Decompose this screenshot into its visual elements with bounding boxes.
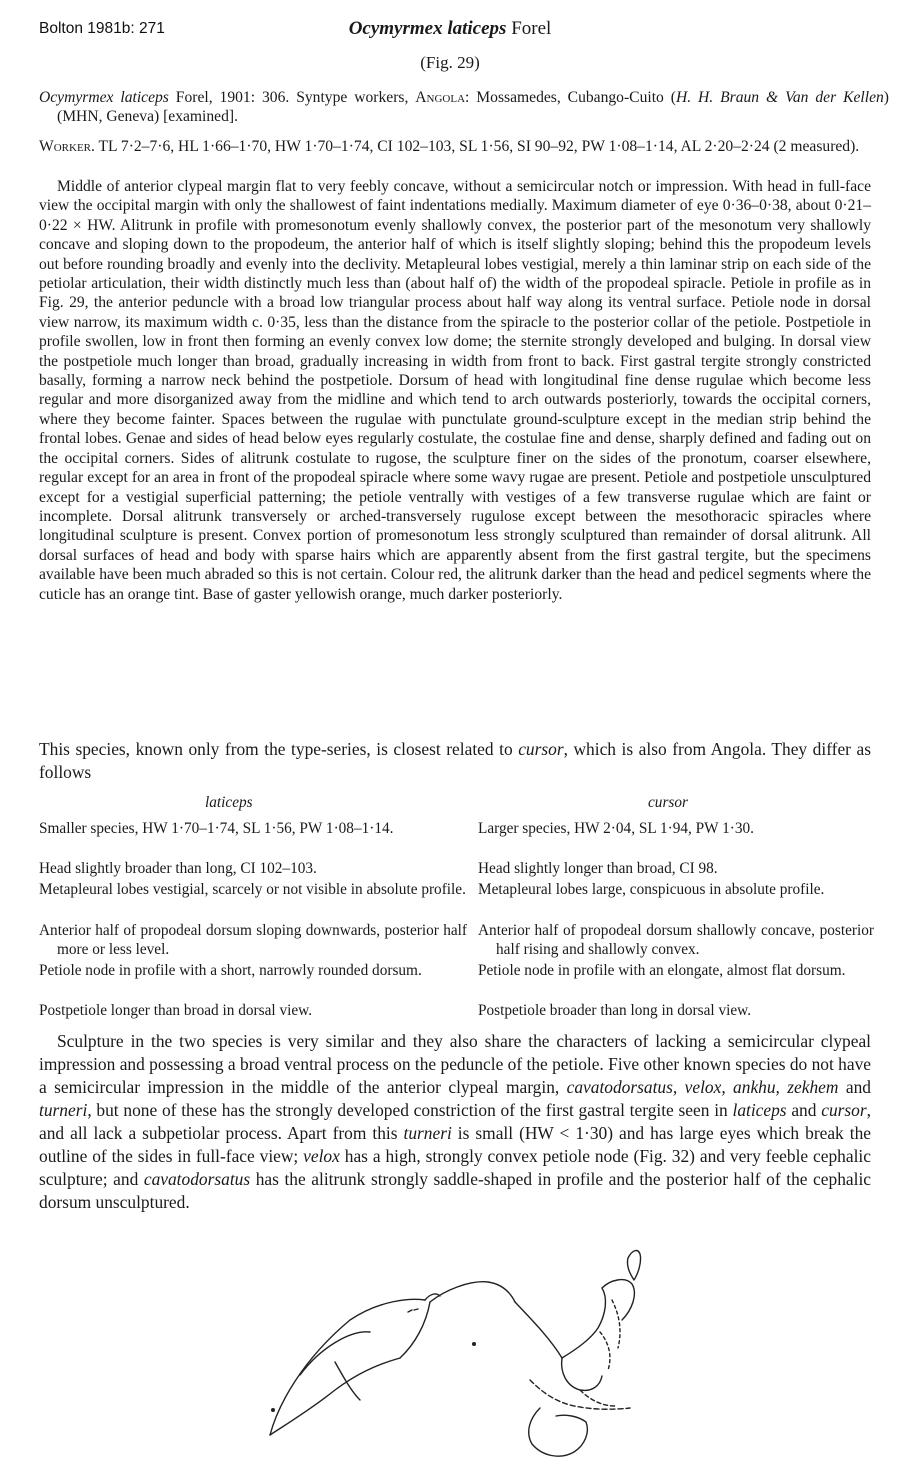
closing-and-2: and bbox=[786, 1100, 822, 1120]
closing-paragraph bbox=[39, 1030, 871, 1214]
comparison-left-row-1: Smaller species, HW 1·70–1·74, SL 1·56, PW 1·08–1·14. bbox=[39, 820, 394, 837]
species-author: Forel bbox=[511, 18, 552, 39]
comparison-intro bbox=[39, 738, 871, 784]
stray-dot bbox=[271, 1408, 275, 1412]
comparison-intro-name: cursor bbox=[518, 739, 564, 759]
closing-part-4: is small (HW < 1·30) and has large eyes which break the outline of the sides in full-face view; bbox=[39, 1123, 871, 1166]
closing-species-7: cavatodorsatus bbox=[143, 1169, 251, 1189]
closing-species-3: laticeps bbox=[732, 1100, 787, 1120]
citation-country: Angola bbox=[415, 89, 466, 106]
spiracle-dot bbox=[472, 1342, 476, 1346]
comparison-left-row-6: Postpetiole longer than broad in dorsal view. bbox=[39, 1002, 313, 1019]
comparison-left-row-4: Anterior half of propodeal dorsum sloping downwards, posterior half more or less level. bbox=[39, 922, 467, 958]
closing-species-5: turneri bbox=[403, 1123, 452, 1143]
figure-29-ant-petiole-drawing bbox=[240, 1240, 660, 1470]
worker-measurement-values: TL 7·2–7·6, HL 1·66–1·70, HW 1·70–1·74, CI 102–103, SL 1·56, SI 90–92, PW 1·08–1·14, AL 2·20–2·24 (2 measured). bbox=[94, 138, 860, 155]
comparison-right-row-6: Postpetiole broader than long in dorsal view. bbox=[478, 1002, 752, 1019]
comparison-left-row-3: Metapleural lobes vestigial, scarcely or not visible in absolute profile. bbox=[39, 881, 466, 898]
closing-species-2: turneri bbox=[39, 1100, 88, 1120]
worker-label: Worker. bbox=[39, 138, 95, 155]
comparison-right-row-3: Metapleural lobes large, conspicuous in absolute profile. bbox=[478, 881, 825, 898]
comparison-right-row-5: Petiole node in profile with an elongate, almost flat dorsum. bbox=[478, 962, 846, 979]
worker-measurements bbox=[39, 137, 889, 156]
closing-part-3: , and all lack a subpetiolar process. Apart from this bbox=[39, 1100, 871, 1143]
comparison-left-heading: laticeps bbox=[205, 794, 253, 811]
species-title bbox=[0, 18, 900, 40]
closing-and-1: and bbox=[838, 1077, 871, 1097]
alitrunk-outline bbox=[270, 1299, 425, 1435]
citation-paragraph bbox=[39, 88, 889, 126]
closing-species-4: cursor bbox=[821, 1100, 867, 1120]
citation-text-b: : Mossamedes, Cubango-Cuito ( bbox=[465, 89, 676, 106]
comparison-intro-a: This species, known only from the type-series, is closest related to bbox=[39, 739, 519, 759]
closing-part-6: has the alitrunk strongly saddle-shaped in profile and the posterior half of the cephalic dorsum unsculptured. bbox=[39, 1169, 871, 1212]
closing-species-1: cavatodorsatus, velox, ankhu, zekhem bbox=[566, 1077, 839, 1097]
closing-part-1: Sculpture in the two species is very similar and they also share the characters of lacking a semicircular clypeal impression and possessing a broad ventral process on the peduncle of the petiole. Five other known species do not have a semicircular impression in the middle of the anterior clypeal margin, bbox=[39, 1031, 871, 1097]
comparison-left-row-2: Head slightly broader than long, CI 102–103. bbox=[39, 860, 317, 877]
species-name: Ocymyrmex laticeps bbox=[348, 18, 507, 39]
source-reference: Bolton 1981b: 271 bbox=[39, 20, 165, 37]
citation-collectors: H. H. Braun & Van der Kellen bbox=[675, 89, 884, 106]
closing-part-2: , but none of these has the strongly developed constriction of the first gastral tergite seen in bbox=[87, 1100, 733, 1120]
figure-reference: (Fig. 29) bbox=[420, 53, 480, 72]
closing-part-5: has a high, strongly convex petiole node (Fig. 32) and very feeble cephalic sculpture; and bbox=[39, 1146, 871, 1189]
comparison-right-row-1: Larger species, HW 2·04, SL 1·94, PW 1·30. bbox=[478, 820, 755, 837]
gaster-outline bbox=[562, 1288, 605, 1358]
citation-text-c: ) (MHN, Geneva) [examined]. bbox=[57, 89, 889, 125]
comparison-left-row-5: Petiole node in profile with a short, narrowly rounded dorsum. bbox=[39, 962, 422, 979]
worker-description: Middle of anterior clypeal margin flat to very feebly concave, without a semicircular notch or impression. With head in full-face view the occipital margin with only the shallowest of faint indentations medially. Maximum diameter of eye 0·36–0·38, about 0·21–0·22 × HW. Alitrunk in profile with promesonotum evenly shallowly convex, the posterior part of the mesonotum very shallowly concave and sloping down to the propodeum, the anterior half of which is itself slightly sloping; behind this the propodeum levels out before rounding broadly and evenly into the declivity. Metapleural lobes vestigial, merely a thin laminar strip on each side of the petiolar articulation, their width distinctly much less than (about half of) the width of the propodeal spiracle. Petiole in profile as in Fig. 29, the anterior peduncle with a broad low triangular process about half way along its ventral surface. Petiole node in dorsal view narrow, its maximum width c. 0·35, less than the distance from the spiracle to the posterior collar of the petiole. Postpetiole in profile swollen, low in front then forming an evenly convex low dome; the sternite strongly developed and bulging. In dorsal view the postpetiole much longer than broad, gradually increasing in width from front to back. First gastral tergite strongly constricted basally, forming a narrow neck behind the postpetiole. Dorsum of head with longitudinal fine dense rugulae which become less regular and more disorganized away from the midline and which tend to arch outwards posteriorly, towards the occipital corners, where they become fainter. Spaces between the rugulae with punctulate ground-sculpture except in the median strip behind the frontal lobes. Genae and sides of head below eyes regularly costulate, the costulae fine and dense, sharply defined and fading out on the occipital corners. Sides of alitrunk costulate to rugose, the sculpture finer on the sides of the pronotum, coarser elsewhere, regular except for an area in front of the propodeal spiracle where some wavy rugae are present. Petiole and postpetiole unsculptured except for a vestigial superficial patterning; the petiole ventrally with vestiges of a few transverse rugulae which are faint or incomplete. Dorsal alitrunk transversely or arched-transversely rugulose except between the mesothoracic spiracles where longitudinal sculpture is present. Convex portion of promesonotum less strongly sculptured than remainder of dorsal alitrunk. All dorsal surfaces of head and body with sparse hairs which are apparently absent from the first gastral tergite, but the specimens available have been much abraded so this is not certain. Colour red, the alitrunk darker than the head and pedicel segments where the cuticle has an orange tint. Base of gaster yellowish orange, much darker posteriorly. bbox=[39, 178, 871, 603]
citation-text-a: Forel, 1901: 306. Syntype workers, bbox=[168, 89, 416, 106]
comparison-right-row-2: Head slightly longer than broad, CI 98. bbox=[478, 860, 718, 877]
comparison-right-heading: cursor bbox=[648, 794, 688, 811]
comparison-right-row-4: Anterior half of propodeal dorsum shallowly concave, posterior half rising and shallowly convex. bbox=[478, 922, 874, 958]
citation-name: Ocymyrmex laticeps bbox=[39, 89, 169, 106]
closing-species-6: velox bbox=[303, 1146, 340, 1166]
comparison-intro-b: , which is also from Angola. They differ as follows bbox=[39, 739, 871, 782]
